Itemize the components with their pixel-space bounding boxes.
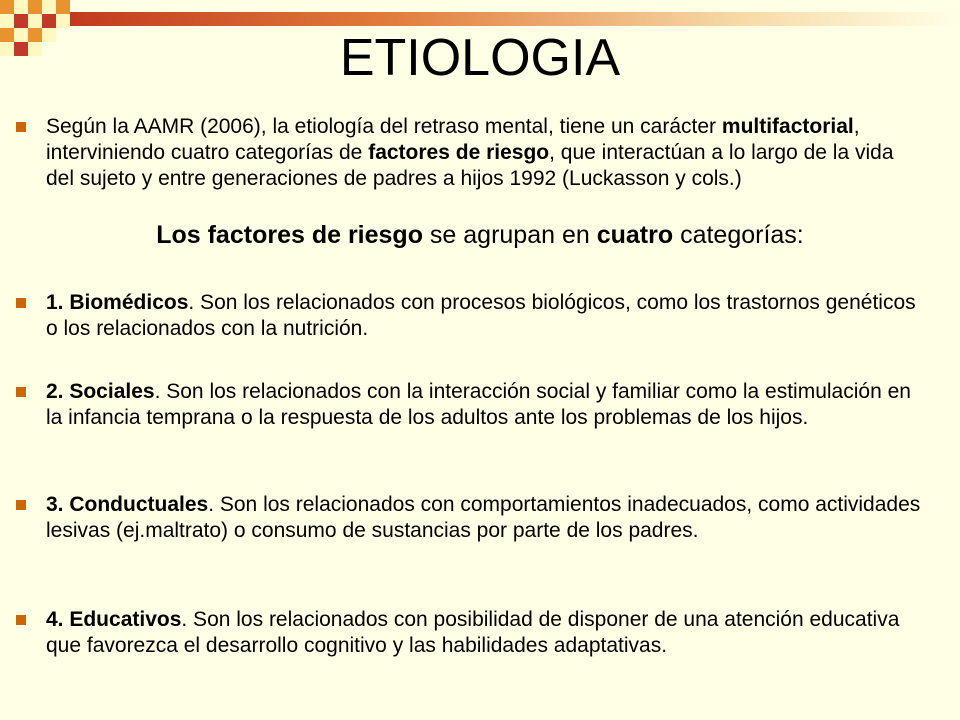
slide-title: ETIOLOGIA — [339, 29, 621, 87]
bullet-icon — [16, 615, 26, 625]
bullet-icon — [16, 500, 26, 510]
category-label: 3. Conductuales — [46, 493, 209, 516]
intro-bold-1: multifactorial — [721, 115, 854, 138]
category-description: . Son los relacionados con la interacción social y familiar como la estimulación en la infancia temprana o la respuesta de los adultos ante los problemas de los hijos. — [46, 380, 911, 429]
category-text — [46, 379, 926, 431]
category-label: 4. Educativos — [46, 608, 182, 631]
intro-part-2: , interviniendo cuatro categorías de — [46, 115, 860, 164]
subheading-bold-2: cuatro — [596, 221, 674, 249]
category-label: 1. Biomédicos — [46, 291, 189, 314]
category-text — [46, 492, 926, 544]
subheading-part-1: se agrupan en — [422, 221, 597, 249]
category-label: 2. Sociales — [46, 380, 155, 403]
category-description: . Son los relacionados con procesos biológicos, como los trastornos genéticos o los relacionados con la nutrición. — [46, 291, 916, 340]
subheading — [0, 220, 960, 250]
bullet-icon — [16, 298, 26, 308]
category-text — [46, 607, 926, 659]
category-description: . Son los relacionados con comportamientos inadecuados, como actividades lesivas (ej.maltrato) o consumo de sustancias por parte de los padres. — [46, 493, 921, 542]
intro-text — [46, 114, 926, 192]
category-text — [46, 290, 926, 342]
intro-part-1: Según la AAMR (2006), la etiología del retraso mental, tiene un carácter — [46, 115, 722, 138]
intro-bold-2: factores de riesgo — [368, 141, 550, 164]
category-description: . Son los relacionados con posibilidad de disponer de una atención educativa que favorezca el desarrollo cognitivo y las habilidades adaptativas. — [46, 608, 900, 657]
bullet-icon — [16, 387, 26, 397]
subheading-bold-1: Los factores de riesgo — [156, 221, 423, 249]
subheading-part-2: categorías: — [673, 221, 804, 249]
intro-part-3: , que interactúan a lo largo de la vida del sujeto y entre generaciones de padres a hijos 1992 (Luckasson y cols.) — [46, 141, 894, 190]
bullet-icon — [16, 122, 26, 132]
